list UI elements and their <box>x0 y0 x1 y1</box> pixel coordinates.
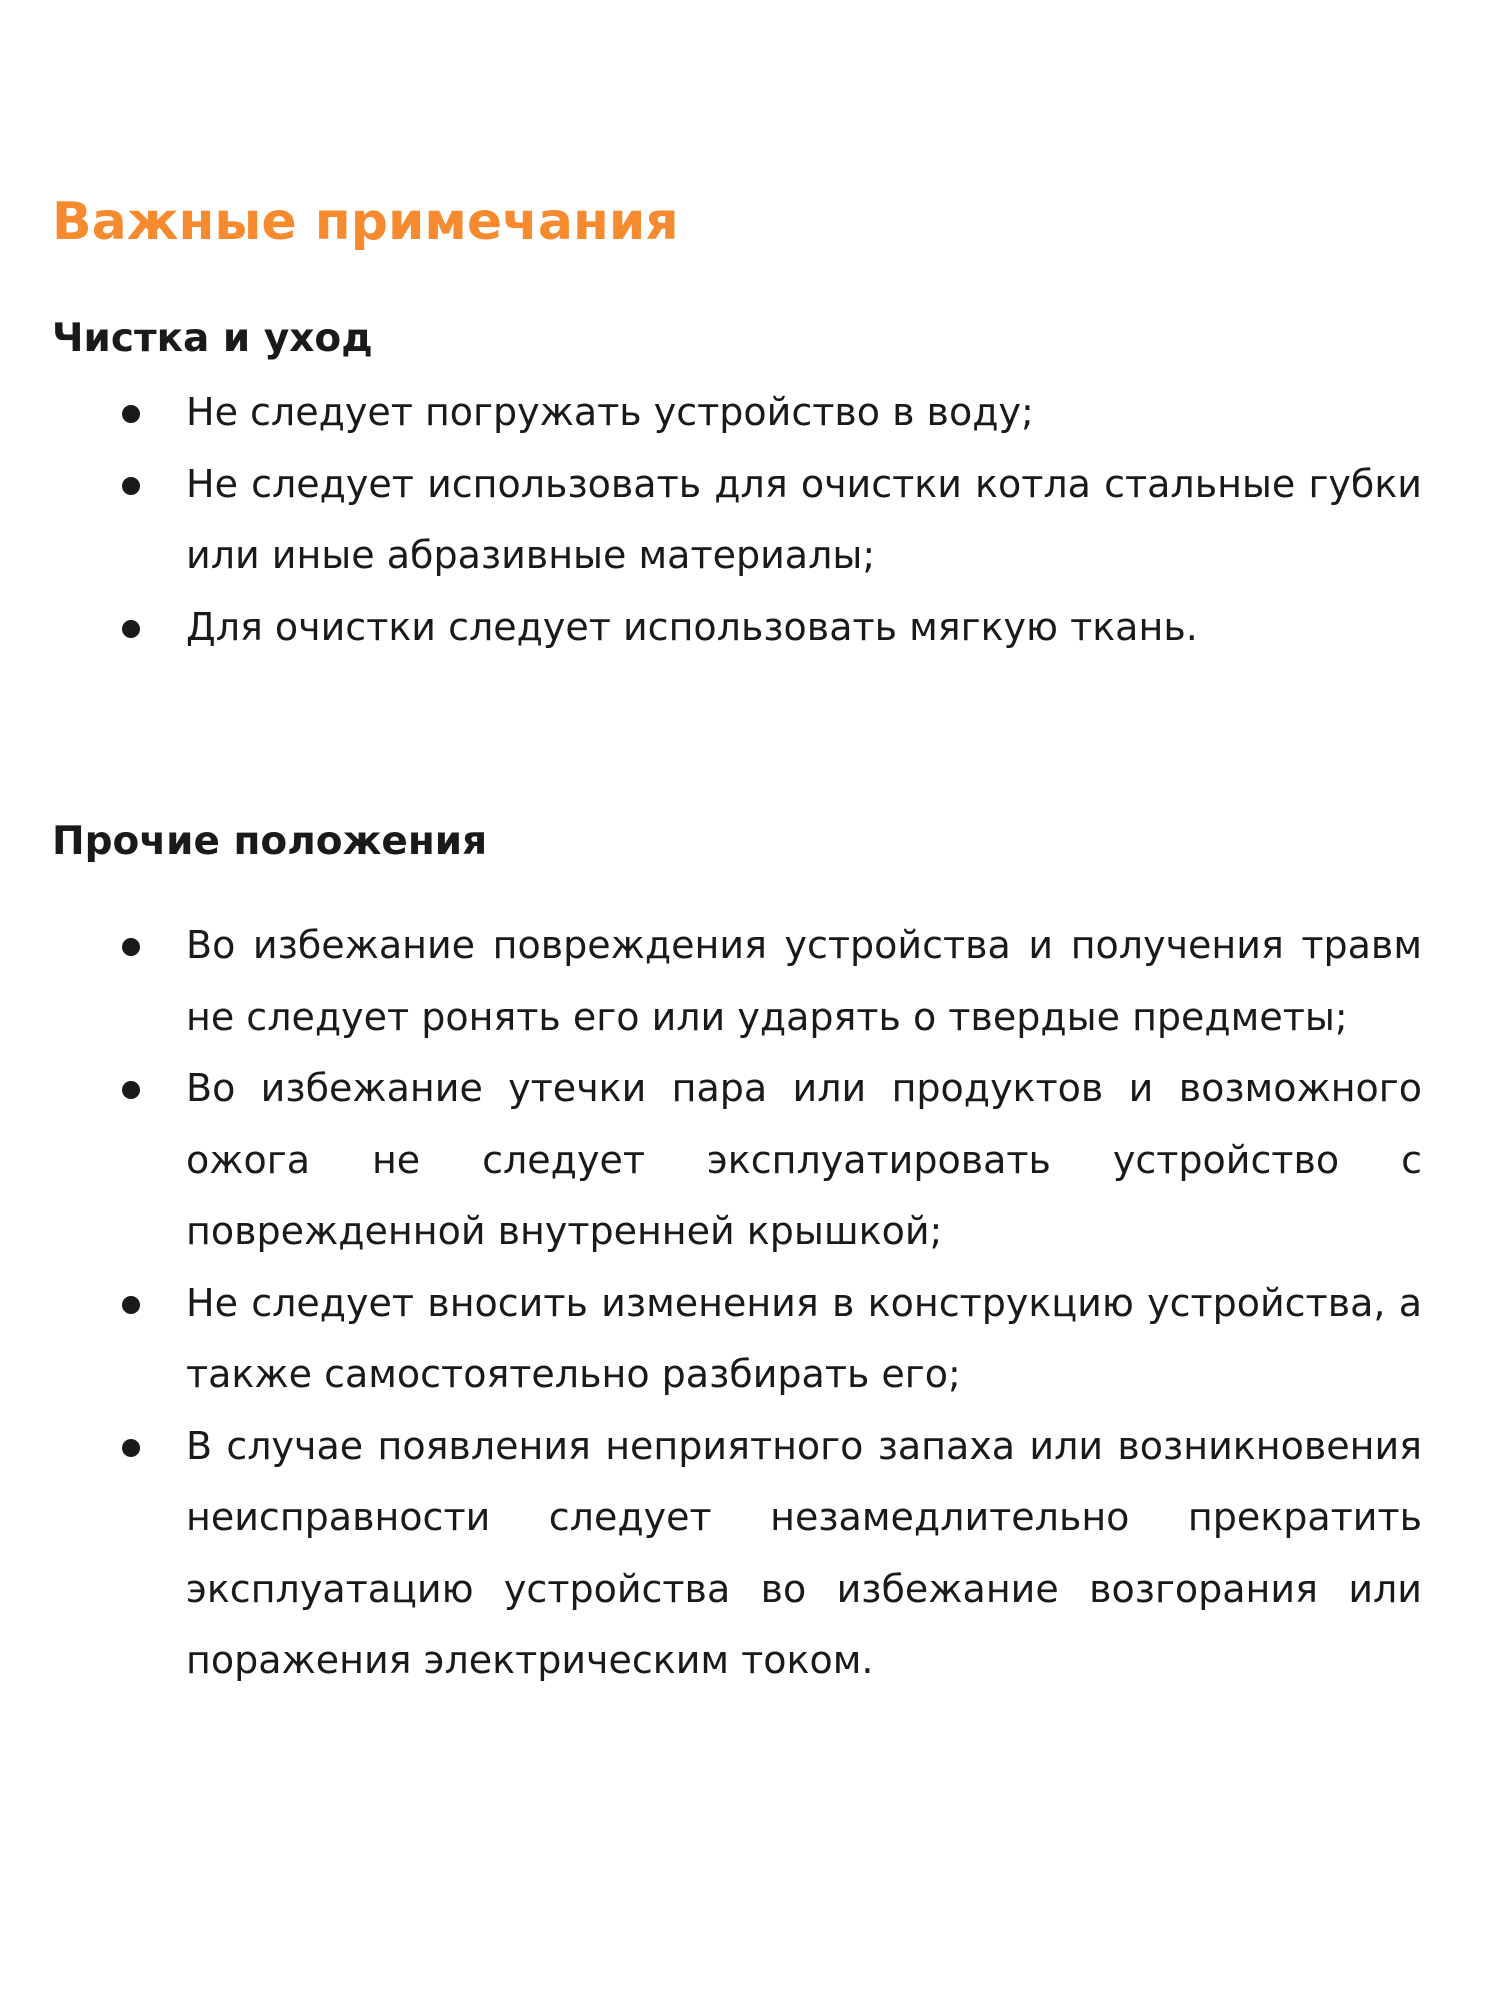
bullet-icon <box>122 405 140 423</box>
list-item <box>52 1053 1422 1268</box>
list-item-text: Не следует вносить изменения в конструкцию устройства, а также самостоятельно разбирать его; <box>186 1280 1422 1396</box>
section-heading-other: Прочие положения <box>52 819 488 864</box>
list-item-text: В случае появления неприятного запаха или возникновения неисправности следует незамедлительно прекратить эксплуатацию устройства во избежание возгорания или поражения электрическим током. <box>186 1423 1422 1682</box>
list-item-text: Для очистки следует использовать мягкую ткань. <box>186 604 1198 649</box>
other-list <box>52 910 1422 1697</box>
section-heading-cleaning: Чистка и уход <box>52 316 373 361</box>
list-item <box>52 377 1422 449</box>
list-item <box>52 1268 1422 1411</box>
bullet-icon <box>122 1081 140 1099</box>
list-item <box>52 449 1422 592</box>
bullet-icon <box>122 620 140 638</box>
list-item-text: Не следует погружать устройство в воду; <box>186 390 1034 434</box>
bullet-icon <box>122 938 140 956</box>
list-item <box>52 592 1422 664</box>
list-item-text: Во избежание повреждения устройства и получения травм не следует ронять его или ударять о твердые предметы; <box>186 923 1422 1039</box>
list-item <box>52 1411 1422 1697</box>
list-item <box>52 910 1422 1053</box>
bullet-icon <box>122 477 140 495</box>
cleaning-list <box>52 377 1422 663</box>
page-title: Важные примечания <box>52 192 679 252</box>
bullet-icon <box>122 1439 140 1457</box>
list-item-text: Не следует использовать для очистки котла стальные губки или иные абразивные материалы; <box>186 461 1422 577</box>
bullet-icon <box>122 1296 140 1314</box>
list-item-text: Во избежание утечки пара или продуктов и возможного ожога не следует эксплуатировать устройство с поврежденной внутренней крышкой; <box>186 1066 1422 1253</box>
